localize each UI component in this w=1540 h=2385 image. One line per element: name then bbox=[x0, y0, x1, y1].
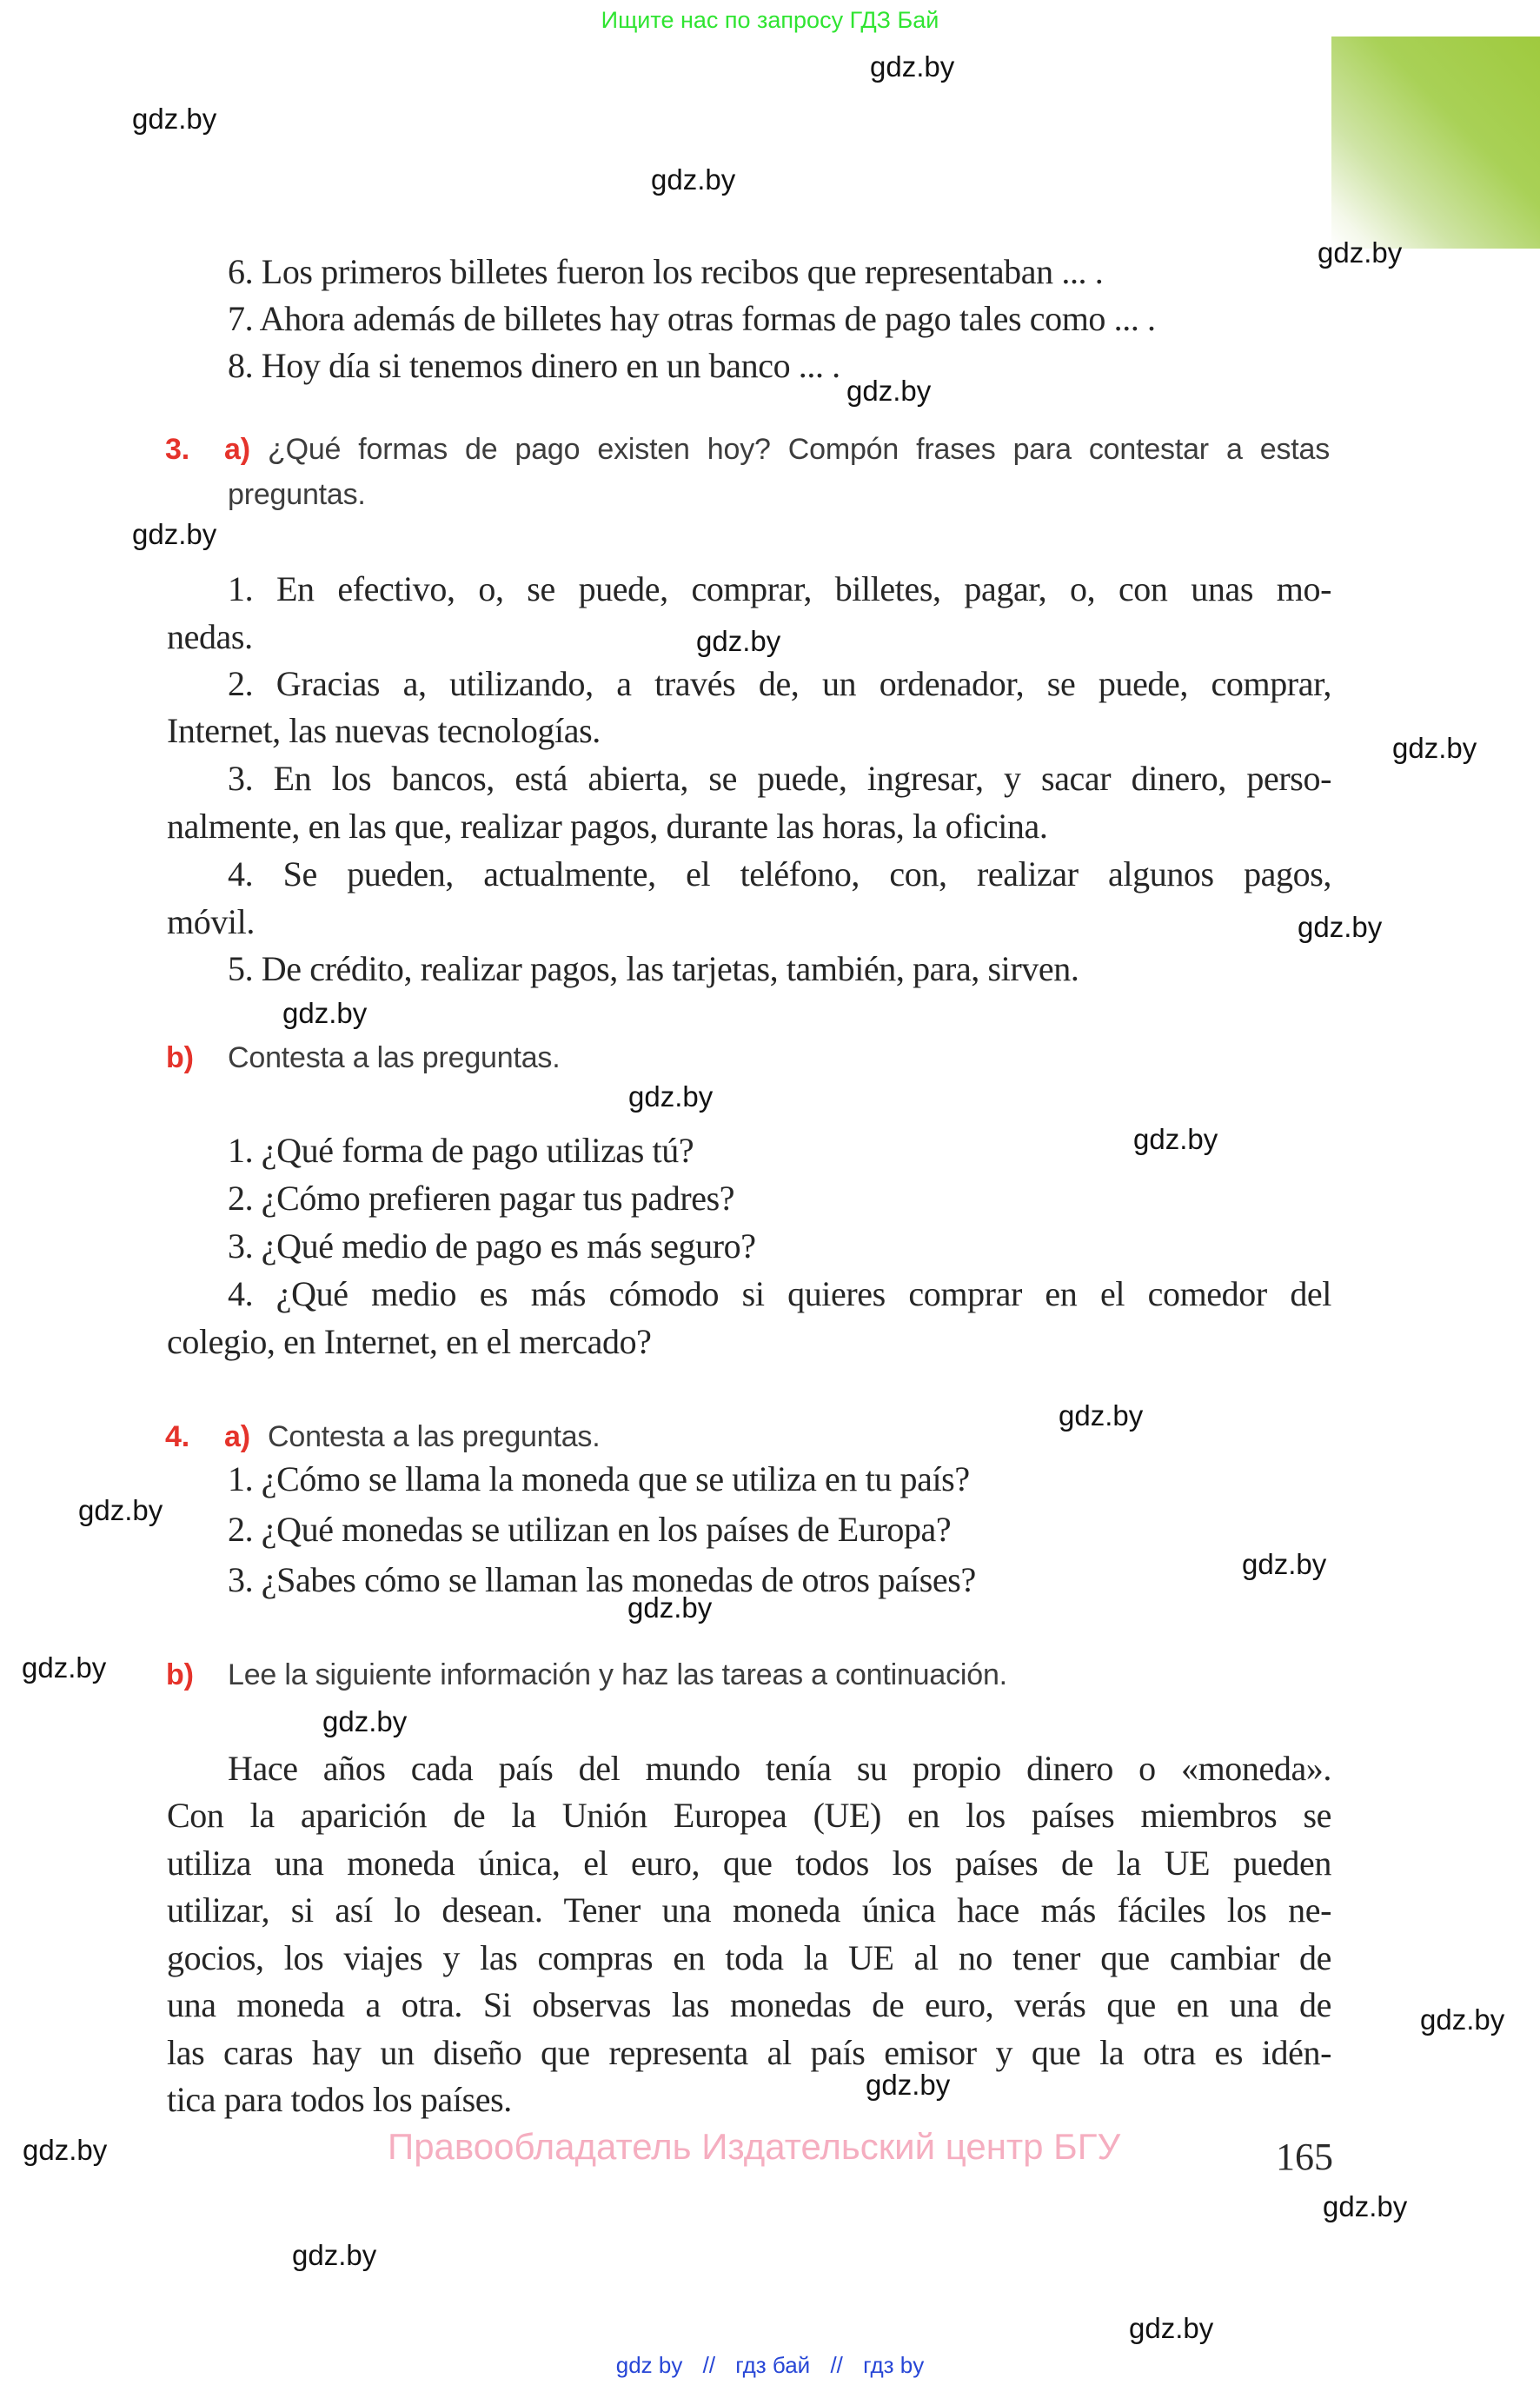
watermark-gdz: gdz.by bbox=[1242, 1548, 1327, 1580]
reading-line-7: las caras hay un diseño que representa al país emisor y que la otra es idén- bbox=[167, 2033, 1331, 2072]
reading-line-1: Hace años cada país del mundo tenía su propio dinero o «moneda». bbox=[228, 1749, 1331, 1788]
footer-link-gdz-bai[interactable]: гдз бай bbox=[735, 2352, 811, 2378]
links-separator: // bbox=[830, 2352, 843, 2378]
links-separator: // bbox=[702, 2352, 716, 2378]
watermark-gdz: gdz.by bbox=[1318, 236, 1403, 269]
exercise-3b-label: b) bbox=[166, 1041, 194, 1074]
watermark-gdz: gdz.by bbox=[1392, 732, 1477, 764]
question-4a-2: 2. ¿Qué monedas se utilizan en los países de Europa? bbox=[228, 1510, 952, 1549]
exercise-3b-prompt: Contesta a las preguntas. bbox=[228, 1041, 561, 1074]
site-notice: Ищите нас по запросу ГДЗ Бай bbox=[601, 7, 939, 33]
copyright-notice: Правообладатель Издательский центр БГУ bbox=[388, 2126, 1121, 2167]
watermark-gdz: gdz.by bbox=[1133, 1123, 1218, 1155]
reading-line-2: Con la aparición de la Unión Europea (UE) en los países miembros se bbox=[167, 1796, 1331, 1835]
exercise-4a-prompt: Contesta a las preguntas. bbox=[268, 1420, 601, 1453]
watermark-gdz: gdz.by bbox=[322, 1705, 408, 1737]
exercise-3a-prompt-line2: preguntas. bbox=[228, 478, 366, 511]
list-item-8: 8. Hoy día si tenemos dinero en un banco ... . bbox=[228, 346, 840, 385]
watermark-gdz: gdz.by bbox=[846, 375, 932, 407]
watermark-gdz: gdz.by bbox=[23, 2134, 108, 2166]
answer-4-line2: móvil. bbox=[167, 902, 255, 941]
watermark-gdz: gdz.by bbox=[1323, 2190, 1408, 2222]
page-number: 165 bbox=[1276, 2136, 1333, 2178]
watermark-gdz: gdz.by bbox=[132, 518, 217, 550]
watermark-gdz: gdz.by bbox=[1298, 911, 1383, 943]
watermark-gdz: gdz.by bbox=[1129, 2312, 1214, 2344]
answer-4-line1: 4. Se pueden, actualmente, el teléfono, con, realizar algunos pagos, bbox=[228, 854, 1331, 894]
reading-line-5: gocios, los viajes y las compras en toda la UE al no tener que cambiar de bbox=[167, 1938, 1331, 1977]
watermark-gdz: gdz.by bbox=[628, 1080, 714, 1113]
watermark-gdz: gdz.by bbox=[866, 2069, 951, 2101]
question-3b-3: 3. ¿Qué medio de pago es más seguro? bbox=[228, 1226, 756, 1266]
answer-3-line2: nalmente, en las que, realizar pagos, durante las horas, la oficina. bbox=[167, 807, 1048, 846]
exercise-4b-prompt: Lee la siguiente información y haz las tareas a continuación. bbox=[228, 1658, 1007, 1691]
watermark-gdz: gdz.by bbox=[78, 1494, 163, 1526]
green-corner-decoration bbox=[1331, 37, 1540, 249]
watermark-gdz: gdz.by bbox=[1059, 1399, 1144, 1432]
reading-line-3: utiliza una moneda única, el euro, que todos los países de la UE pueden bbox=[167, 1844, 1331, 1883]
watermark-gdz: gdz.by bbox=[22, 1651, 107, 1684]
watermark-gdz: gdz.by bbox=[627, 1591, 713, 1624]
watermark-gdz: gdz.by bbox=[696, 625, 781, 657]
question-3b-4-line1: 4. ¿Qué medio es más cómodo si quieres comprar en el comedor del bbox=[228, 1274, 1331, 1313]
list-item-7: 7. Ahora además de billetes hay otras formas de pago tales como ... . bbox=[228, 299, 1156, 338]
watermark-gdz: gdz.by bbox=[132, 103, 217, 135]
watermark-gdz: gdz.by bbox=[651, 163, 736, 196]
reading-line-8: tica para todos los países. bbox=[167, 2080, 512, 2119]
exercise-3a-prompt-line1: ¿Qué formas de pago existen hoy? Compón frases para contestar a estas bbox=[268, 433, 1330, 466]
answer-2-line2: Internet, las nuevas tecnologías. bbox=[167, 711, 601, 750]
question-3b-2: 2. ¿Cómo prefieren pagar tus padres? bbox=[228, 1179, 735, 1218]
answer-3-line1: 3. En los bancos, está abierta, se puede, ingresar, y sacar dinero, perso- bbox=[228, 759, 1331, 798]
exercise-4a-label: a) bbox=[224, 1420, 250, 1453]
answer-1-line2: nedas. bbox=[167, 617, 253, 656]
list-item-6: 6. Los primeros billetes fueron los recibos que representaban ... . bbox=[228, 252, 1104, 291]
answer-1-line1: 1. En efectivo, o, se puede, comprar, billetes, pagar, o, con unas mo- bbox=[228, 569, 1331, 608]
exercise-3-number: 3. bbox=[165, 433, 189, 466]
question-3b-1: 1. ¿Qué forma de pago utilizas tú? bbox=[228, 1131, 694, 1170]
exercise-4b-label: b) bbox=[166, 1658, 194, 1691]
answer-5: 5. De crédito, realizar pagos, las tarjetas, también, para, sirven. bbox=[228, 949, 1079, 988]
watermark-gdz: gdz.by bbox=[282, 997, 368, 1029]
footer-links bbox=[0, 2352, 1540, 2379]
footer-link-gdz-by-2[interactable]: гдз by bbox=[863, 2352, 925, 2378]
watermark-gdz: gdz.by bbox=[870, 50, 955, 83]
reading-line-6: una moneda a otra. Si observas las monedas de euro, verás que en una de bbox=[167, 1985, 1331, 2024]
exercise-4-number: 4. bbox=[165, 1420, 189, 1453]
watermark-gdz: gdz.by bbox=[1420, 2003, 1505, 2036]
answer-2-line1: 2. Gracias a, utilizando, a través de, un ordenador, se puede, comprar, bbox=[228, 664, 1331, 703]
footer-link-gdz-by[interactable]: gdz by bbox=[615, 2352, 683, 2378]
question-3b-4-line2: colegio, en Internet, en el mercado? bbox=[167, 1322, 652, 1361]
question-4a-1: 1. ¿Cómo se llama la moneda que se utiliza en tu país? bbox=[228, 1459, 970, 1498]
watermark-gdz: gdz.by bbox=[292, 2239, 377, 2271]
question-4a-3: 3. ¿Sabes cómo se llaman las monedas de otros países? bbox=[228, 1560, 976, 1599]
reading-line-4: utilizar, si así lo desean. Tener una moneda única hace más fáciles los ne- bbox=[167, 1890, 1331, 1930]
exercise-3a-label: a) bbox=[224, 433, 250, 466]
